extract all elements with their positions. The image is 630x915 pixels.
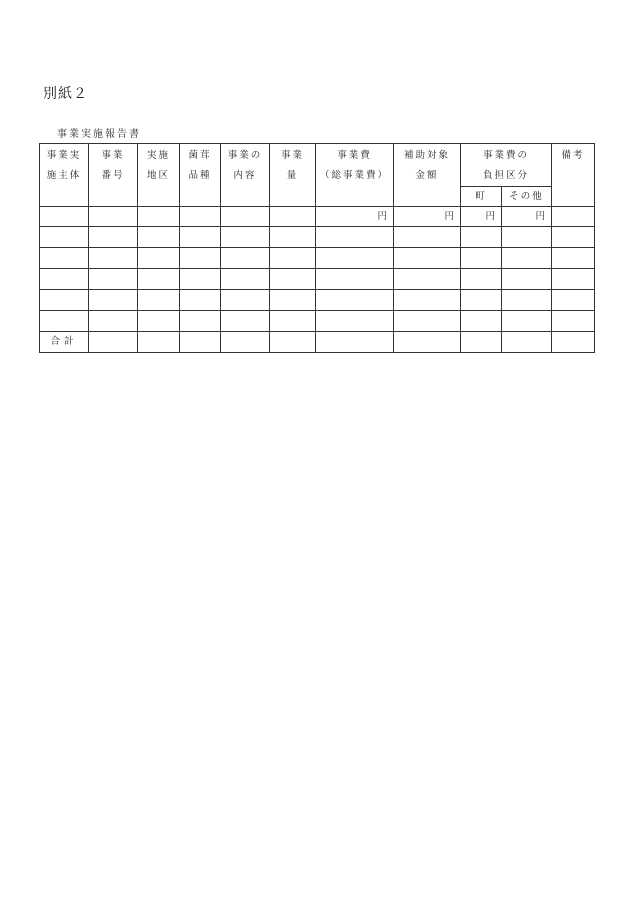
table-cell — [316, 269, 394, 290]
cost-unit: 円 — [316, 207, 394, 227]
table-cell — [394, 269, 461, 290]
table-row — [40, 311, 595, 332]
table-cell — [138, 269, 180, 290]
other-unit: 円 — [502, 207, 552, 227]
header-burden-town: 町 — [461, 187, 502, 207]
header-remarks: 備考 — [552, 144, 595, 207]
table-cell — [461, 269, 502, 290]
table-cell — [221, 207, 270, 227]
table-cell — [502, 248, 552, 269]
header-content: 事業の 内容 — [221, 144, 270, 207]
subsidy-unit: 円 — [394, 207, 461, 227]
table-cell — [180, 207, 221, 227]
table-cell — [221, 332, 270, 353]
table-cell — [394, 290, 461, 311]
table-cell — [461, 311, 502, 332]
table-cell — [221, 227, 270, 248]
table-cell — [270, 227, 316, 248]
table-cell — [138, 311, 180, 332]
table-cell — [461, 290, 502, 311]
header-cost: 事業費 （総事業費） — [316, 144, 394, 207]
table-cell — [138, 227, 180, 248]
table-row — [40, 248, 595, 269]
header-variety: 菌茸 品種 — [180, 144, 221, 207]
table-cell — [394, 227, 461, 248]
header-number: 事業 番号 — [89, 144, 138, 207]
table-cell — [316, 332, 394, 353]
table-cell — [316, 227, 394, 248]
table-cell — [502, 332, 552, 353]
table-cell — [180, 248, 221, 269]
table-cell — [552, 290, 595, 311]
table-cell — [270, 290, 316, 311]
header-area: 実施 地区 — [138, 144, 180, 207]
table-cell — [180, 311, 221, 332]
table-cell — [394, 248, 461, 269]
table-cell — [221, 269, 270, 290]
table-cell — [138, 248, 180, 269]
table-cell — [138, 332, 180, 353]
table-row — [40, 290, 595, 311]
table-cell — [552, 207, 595, 227]
table-cell — [316, 311, 394, 332]
table-cell — [180, 290, 221, 311]
table-cell — [221, 311, 270, 332]
header-subsidy: 補助対象 金額 — [394, 144, 461, 207]
table-cell — [89, 269, 138, 290]
table-cell — [552, 332, 595, 353]
table-cell — [502, 269, 552, 290]
header-burden: 事業費の 負担区分 — [461, 144, 552, 187]
table-cell — [89, 248, 138, 269]
table-cell — [552, 269, 595, 290]
table-cell — [270, 332, 316, 353]
table-cell — [270, 248, 316, 269]
table-cell — [180, 269, 221, 290]
table-cell — [40, 207, 89, 227]
table-row — [40, 269, 595, 290]
total-row — [40, 332, 595, 353]
table-cell — [502, 290, 552, 311]
table-cell — [40, 248, 89, 269]
report-table — [39, 143, 595, 353]
table-cell — [394, 332, 461, 353]
document-label: 別紙２ — [43, 86, 88, 102]
table-cell — [89, 207, 138, 227]
table-cell — [40, 311, 89, 332]
table-cell — [180, 332, 221, 353]
table-cell — [461, 248, 502, 269]
table-cell — [89, 227, 138, 248]
header-row-1 — [40, 144, 595, 187]
table-cell — [552, 248, 595, 269]
header-quantity: 事業 量 — [270, 144, 316, 207]
table-cell — [552, 227, 595, 248]
table-cell — [316, 290, 394, 311]
header-entity: 事業実 施主体 — [40, 144, 89, 207]
table-cell — [138, 290, 180, 311]
table-cell — [138, 207, 180, 227]
table-row — [40, 207, 595, 227]
table-cell — [502, 227, 552, 248]
table-cell — [270, 311, 316, 332]
table-cell — [552, 311, 595, 332]
table-cell — [461, 227, 502, 248]
table-cell — [40, 227, 89, 248]
header-burden-other: その他 — [502, 187, 552, 207]
table-cell — [40, 290, 89, 311]
table-cell — [270, 207, 316, 227]
total-label: 合計 — [40, 332, 89, 353]
table-cell — [89, 332, 138, 353]
table-cell — [180, 227, 221, 248]
table-cell — [316, 248, 394, 269]
table-cell — [89, 311, 138, 332]
table-title: 事業実施報告書 — [57, 129, 141, 140]
table-cell — [221, 290, 270, 311]
table-cell — [270, 269, 316, 290]
table-cell — [89, 290, 138, 311]
table-cell — [394, 311, 461, 332]
town-unit: 円 — [461, 207, 502, 227]
table-cell — [461, 332, 502, 353]
table-cell — [40, 269, 89, 290]
table-row — [40, 227, 595, 248]
table-cell — [221, 248, 270, 269]
table-cell — [502, 311, 552, 332]
